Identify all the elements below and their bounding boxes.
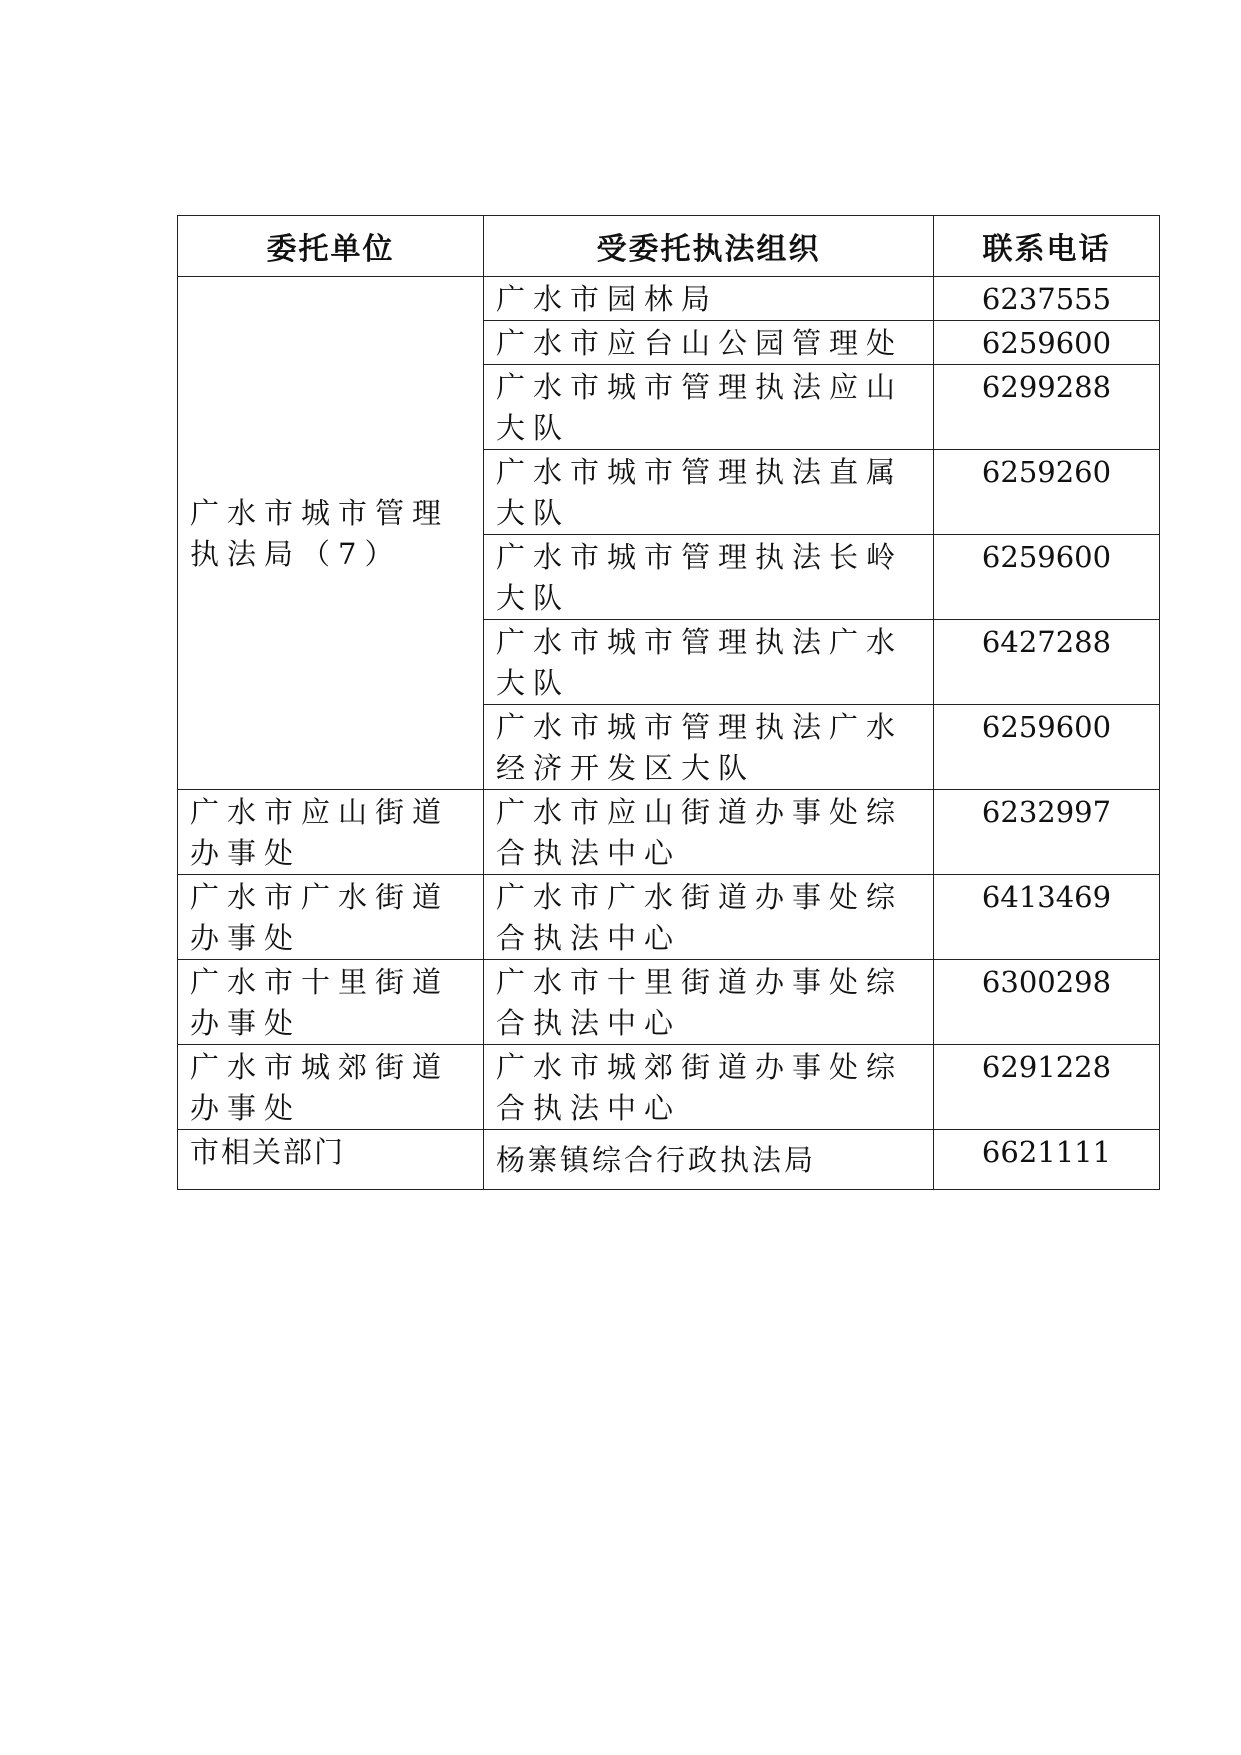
- org-cell: [484, 450, 934, 535]
- table-row: [178, 277, 1160, 321]
- unit-cell: [178, 1130, 484, 1190]
- table-row: [178, 960, 1160, 1045]
- phone-cell: [934, 620, 1160, 705]
- table-row: [178, 1130, 1160, 1190]
- org-cell: [484, 960, 934, 1045]
- phone-cell: [934, 321, 1160, 365]
- org-cell: [484, 277, 934, 321]
- unit-text: 广水市城郊街道办事处: [190, 1050, 450, 1125]
- phone-cell: [934, 875, 1160, 960]
- phone-text: 6259600: [981, 326, 1112, 360]
- unit-text: 广水市城市管理执法局（7）: [190, 496, 450, 571]
- unit-cell: [178, 790, 484, 875]
- org-cell: [484, 1130, 934, 1190]
- org-text: 广水市应山街道办事处综合执法中心: [496, 795, 904, 870]
- phone-cell: [934, 960, 1160, 1045]
- org-cell: [484, 705, 934, 790]
- unit-text: 广水市广水街道办事处: [190, 880, 450, 955]
- phone-text: 6259600: [981, 710, 1112, 744]
- phone-text: 6299288: [981, 370, 1112, 404]
- org-cell: [484, 875, 934, 960]
- phone-cell: [934, 365, 1160, 450]
- phone-cell: [934, 450, 1160, 535]
- unit-cell: [178, 277, 484, 790]
- unit-text: 广水市应山街道办事处: [190, 795, 450, 870]
- phone-cell: [934, 705, 1160, 790]
- org-cell: [484, 790, 934, 875]
- org-cell: [484, 321, 934, 365]
- unit-cell: [178, 875, 484, 960]
- phone-text: 6300298: [981, 965, 1112, 999]
- table-row: [178, 790, 1160, 875]
- unit-cell: [178, 1045, 484, 1130]
- header-contact-phone: 联系电话: [934, 216, 1160, 277]
- org-cell: [484, 620, 934, 705]
- phone-cell: [934, 277, 1160, 321]
- entrusted-enforcement-table: [177, 215, 1160, 1190]
- phone-text: 6232997: [981, 795, 1112, 829]
- org-text: 广水市城市管理执法广水大队: [496, 625, 904, 700]
- phone-text: 6259260: [981, 455, 1112, 489]
- org-text: 广水市城市管理执法应山大队: [496, 370, 904, 445]
- unit-text: 市相关部门: [190, 1135, 346, 1169]
- org-text: 广水市应台山公园管理处: [496, 326, 904, 360]
- unit-cell: [178, 960, 484, 1045]
- header-entrusted-organization: 受委托执法组织: [484, 216, 934, 277]
- phone-cell: [934, 1045, 1160, 1130]
- header-entrusting-unit: 委托单位: [178, 216, 484, 277]
- phone-text: 6413469: [981, 880, 1112, 914]
- org-text: 广水市城市管理执法直属大队: [496, 455, 904, 530]
- org-text: 广水市十里街道办事处综合执法中心: [496, 965, 904, 1040]
- table-row: [178, 875, 1160, 960]
- phone-cell: [934, 535, 1160, 620]
- org-text: 杨寨镇综合行政执法局: [496, 1143, 817, 1177]
- org-cell: [484, 365, 934, 450]
- phone-text: 6259600: [981, 540, 1112, 574]
- unit-text: 广水市十里街道办事处: [190, 965, 450, 1040]
- phone-cell: [934, 1130, 1160, 1190]
- phone-cell: [934, 790, 1160, 875]
- table-header-row: [178, 216, 1160, 277]
- org-text: 广水市园林局: [496, 282, 719, 316]
- phone-text: 6291228: [981, 1050, 1112, 1084]
- phone-text: 6237555: [981, 282, 1112, 316]
- org-text: 广水市广水街道办事处综合执法中心: [496, 880, 904, 955]
- table-row: [178, 1045, 1160, 1130]
- org-cell: [484, 535, 934, 620]
- org-text: 广水市城市管理执法长岭大队: [496, 540, 904, 615]
- org-text: 广水市城郊街道办事处综合执法中心: [496, 1050, 904, 1125]
- phone-text: 6621111: [981, 1135, 1112, 1169]
- phone-text: 6427288: [981, 625, 1112, 659]
- org-cell: [484, 1045, 934, 1130]
- org-text: 广水市城市管理执法广水经济开发区大队: [496, 710, 904, 785]
